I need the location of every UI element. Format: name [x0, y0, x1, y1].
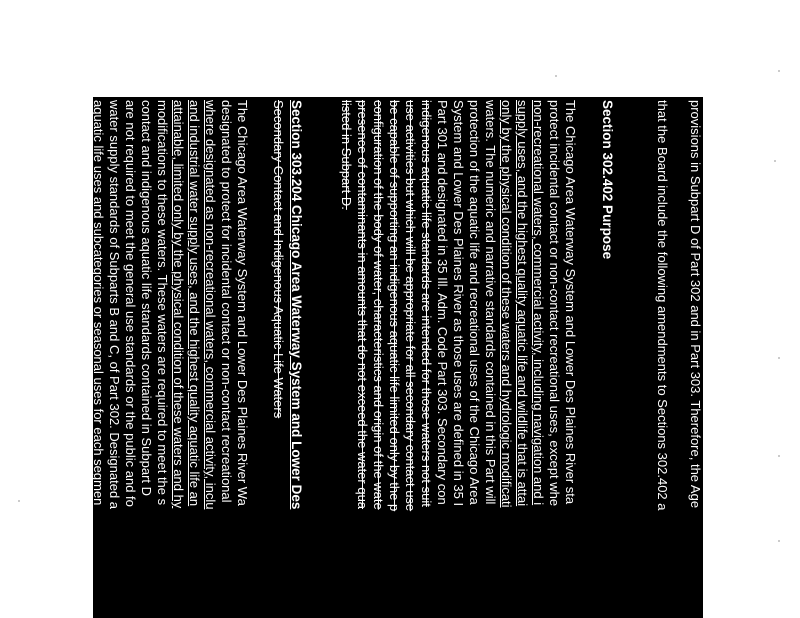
- text-line: contact and indigenous aquatic life standards contained in Subpart D: [139, 100, 154, 497]
- scan-speck: [778, 357, 780, 359]
- text-line: aquatic life uses and subcategories or seasonal uses for each segmen: [91, 100, 106, 506]
- rotated-page-text: [75, 97, 703, 618]
- text-line: Secondary Contact and Indigenous Aquatic Life Waters: [271, 100, 286, 419]
- text-line: that the Board include the following amendments to Sections 302.402 a: [655, 100, 670, 511]
- text-line: The Chicago Area Waterway System and Lower Des Plaines River sta: [563, 100, 578, 505]
- text-line: System and Lower Des Plaines River as those uses are defined in 35 I: [451, 100, 466, 507]
- text-line: attainable, limited only by the physical condition of these waters and hy: [171, 100, 186, 509]
- section-heading: Section 302.402 Purpose: [600, 100, 615, 260]
- text-line: The Chicago Area Waterway System and Lower Des Plaines River Wa: [235, 100, 250, 506]
- text-line: where designated as non-recreational waters, commercial activity, inclu: [203, 100, 218, 510]
- text-line: presence of contaminants in amounts that do not exceed the water qua: [355, 100, 370, 510]
- text-line: designated to protect for incidental contact or non-contact recreational: [219, 100, 234, 503]
- text-line: protection of the aquatic life and recreational uses of the Chicago Area: [467, 100, 482, 505]
- text-line: indigenous aquatic life standards are intended for those waters not suit: [419, 100, 434, 507]
- text-line: configuration of the body of water, characteristics and origin of the wate: [371, 100, 386, 510]
- scan-speck: [778, 540, 780, 542]
- scan-speck: [18, 500, 20, 502]
- text-line: protect incidental contact or non-contact recreational uses, except whe: [547, 100, 562, 507]
- text-line: Area Waterway System and Lower Des Plaines River are identified in t: [75, 100, 90, 506]
- text-line: non-recreational waters, commercial activity, including navigation and i: [531, 100, 546, 506]
- scan-speck: [778, 70, 780, 72]
- section-heading: Section 303.204 Chicago Area Waterway System and Lower Des: [289, 100, 304, 510]
- text-line: only by the physical condition of these waters and hydrologic modificati: [499, 100, 514, 508]
- text-line: modifications to these waters. These waters are required to meet the s: [155, 100, 170, 506]
- document-text-block: [75, 97, 703, 618]
- text-line: and industrial water supply uses, and the highest quality aquatic life an: [187, 100, 202, 507]
- scan-speck: [778, 455, 780, 457]
- text-line: Part 301 and designated in 35 Ill. Adm. Code Part 303. Secondary con: [435, 100, 450, 505]
- scan-speck: [555, 75, 557, 77]
- text-line: provisions in Subpart D of Part 302 and in Part 303. Therefore, the Age: [688, 100, 703, 509]
- scan-speck: [774, 160, 776, 162]
- text-line: be capable of supporting an indigenous aquatic life limited only by the p: [387, 100, 402, 512]
- text-line: supply uses, and the highest quality aquatic life and wildlife that is attai: [515, 100, 530, 507]
- text-line: are not required to meet the general use standards or the public and fo: [123, 100, 138, 507]
- text-line: water supply standards of Subparts B and C, of Part 302. Designated a: [107, 100, 122, 510]
- text-line: listed in Subpart D.: [339, 100, 354, 210]
- text-line: use activities but which will be appropriate for all secondary contact use: [403, 100, 418, 512]
- text-line: waters. The numeric and narrative standards contained in this Part will: [483, 100, 498, 505]
